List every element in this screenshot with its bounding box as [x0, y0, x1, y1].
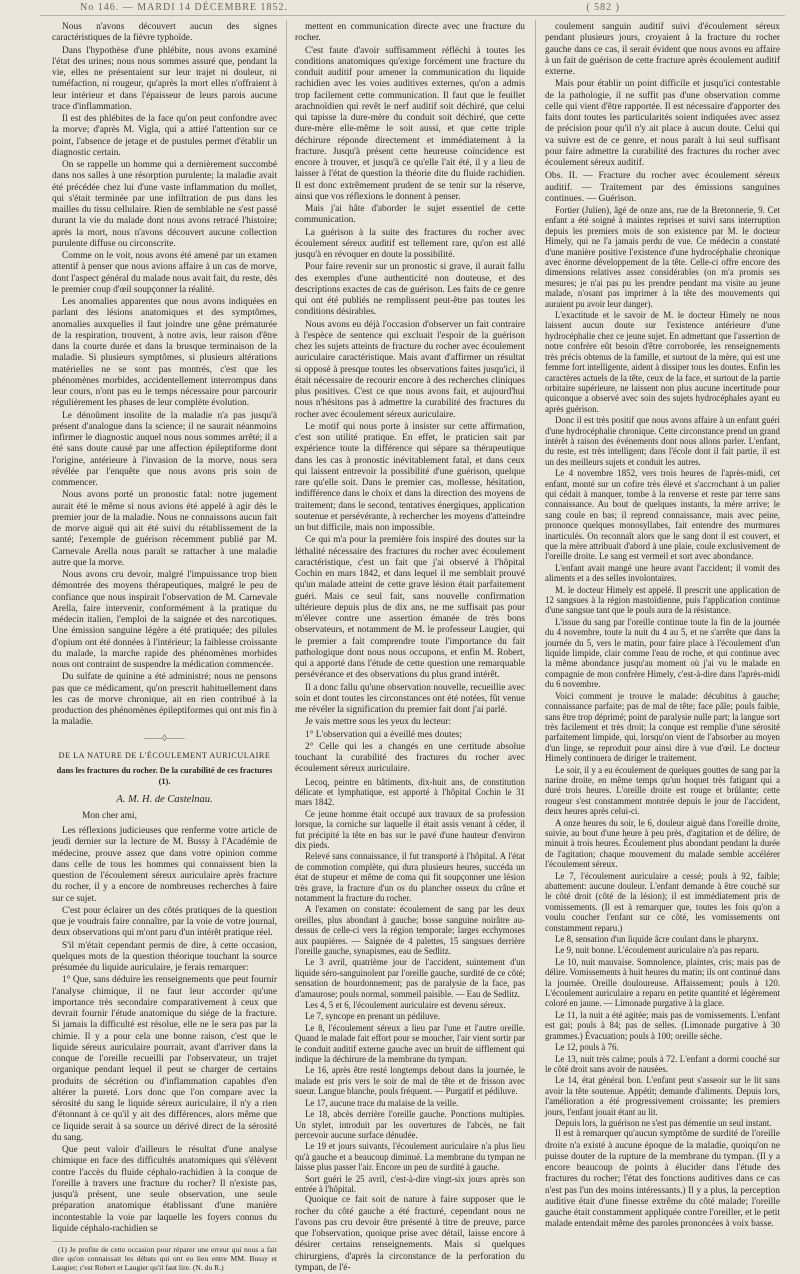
- paragraph: Pour faire revenir sur un pronostic si grave, il aurait fallu des exemples d'une authenticité non douteuse, et des descriptions exactes de cas de guérison. Les faits de ce genre qui ont été publiés ne remplissent peut-être pas toutes les conditions désirables.: [295, 262, 525, 318]
- paragraph: On se rappelle un homme qui a dernièrement succombé dans nos salles à une résorption purulente; la maladie avait été précédée chez lui d'une vaste inflammation du mollet, qui s'était terminée par une infiltration de pus dans les mailles du tissu cellulaire. Rien de semblable ne s'est passé durant la vie du malade dont nous avons retracé l'histoire; après la mort, nous n'avons découvert aucune collection purulente diffuse ou circonscrite.: [52, 160, 277, 249]
- paragraph: C'est faute d'avoir suffisamment réfléchi à toutes les conditions anatomiques qu'exige forcément une fracture du conduit auditif pour amener la communication du liquide rachidien avec les voies auditives externes, qu'on a admis trop facilement cette communication. Il faut que le feuillet arachnoïdien qui revêt le nerf auditif soit déchiré, que celui qui tapisse la dure-mère du conduit soit déchiré, que cette dure-mère elle-même le soit aussi, et que cette triple déchirure réponde directement et immédiatement à la fracture. Jusqu'à présent cette heureuse coïncidence est encore à trouver, et jusqu'à ce qu'elle l'ait été, il y a lieu de laisser à l'état de question la théorie dite du fluide rachidien. Il est donc extrêmement prudent de se tenir sur la réserve, ainsi que vos réflexions le donnent à penser.: [295, 45, 525, 202]
- paragraph: Dans l'hypothèse d'une phlébite, nous avons examiné l'état des urines; nous nous sommes assuré que, pendant la vie, elles ne présentaient sur leur trajet ni douleur, ni tuméfaction, ni rougeur, qu'après la mort elles n'offraient à leur intérieur et dans l'épaisseur de leurs parois aucune trace d'inflammation.: [52, 45, 277, 112]
- paragraph: Nous avons cru devoir, malgré l'impuissance trop bien démontrée des moyens thérapeutiques, malgré le peu de confiance que nous inspirait l'observation de M. Carnevale Arella, faire intervenir, conformément à la pratique du médecin italien, l'emploi de la saignée et des narcotiques. Une émission sanguine légère a été pratiquée; des pilules d'opium ont été données à l'intérieur; la faiblesse croissante du malade, la marche rapide des phénomènes morbides nous ont contraint de suspendre la médication commencée.: [52, 570, 277, 670]
- paragraph: Du sulfate de quinine a été administré; nous ne pensons pas que ce médicament, qu'on prescrit habituellement dans les cas de morve chronique, ait en rien contribué à la production des phénomènes épileptiformes qui ont mis fin à la maladie.: [52, 672, 277, 728]
- paragraph: 1° L'observation qui a éveillé mes doutes;: [305, 729, 462, 740]
- observation-line: L'exactitude et le savoir de M. le docteur Himely ne nous laissent aucun doute sur l'existence antérieure d'une hydrocéphalie chez ce jeune sujet. En admettant que l'assertion de notre confrère eût besoin d'être corroborée, les renseignements très précis obtenus de la famille, et surtout de la mère, qui est une femme fort intelligente, aident à dissiper tous les doutes. Enfin les caractères actuels de la tête, ceux de la face, et surtout de la partie orbitaire supérieure, ne laissent non plus aucune incertitude pour quiconque a observé avec soin des sujets hydrocéphales ayant eu après guérison.: [545, 310, 780, 414]
- paragraph: Les anomalies apparentes que nous avons indiquées en parlant des lésions anatomiques et des symptômes, anomalies auxquelles il faut joindre une gêne prématurée de la respiration, trouvent, à notre avis, leur raison d'être dans la courte durée et dans la brusque terminaison de la maladie. Si plusieurs symptômes, si plusieurs altérations matérielles ne se sont pas montrés, c'est que les phénomènes morbides, accidentellement interrompus dans leur cours, n'ont pas eu le temps nécessaire pour parcourir régulièrement les phases de leur complète évolution.: [52, 297, 277, 409]
- observation-2: [545, 205, 780, 1128]
- paragraph: Ce qui m'a pour la première fois inspiré des doutes sur la léthalité nécessaire des fractures du rocher avec écoulement caractéristique, c'est un fait que j'ai observé à l'hôpital Cochin en mars 1842, et dans lequel il me semblait prouvé qu'un malade atteint de cette grave lésion était parfaitement guéri. Mais ce seul fait, sans nouvelle confirmation ultérieure depuis plus de dix ans, ne me suffisait pas pour m'élever contre une assertion émanée de très bons observateurs, et notamment de M. le professeur Laugier, qui le premier a fait comprendre toute l'importance du fait pathologique dont nous nous occupons, et enfin M. Robert, qui a apporté dans l'étude de cette question une remarquable persévérance et des observations du plus grand intérêt.: [295, 535, 525, 681]
- observation-line: Le 19 et jours suivants, l'écoulement auriculaire n'a plus lieu qu'à gauche et a beaucoup diminué. La membrane du tympan ne laisse plus passer l'air. Encore un peu de surdité à gauche.: [295, 1141, 525, 1173]
- observation-line: Voici comment je trouve le malade: décubitus à gauche; connaissance parfaite; pas de mal de tête; face pâle; pouls faible, sans être trop déprimé; point de paralysie nulle part; la langue sort très facilement et très droit; la conque est remplie d'une sérosité parfaitement limpide, qui, lorsqu'on vient de l'absorber au moyen d'un linge, se reproduit pour ainsi dire à vue d'œil. Le docteur Himely continuera de diriger le traitement.: [545, 690, 780, 764]
- paragraph: 2° Celle qui les a changés en une certitude absolue touchant la curabilité des fractures du rocher avec écoulement séreux auriculaire.: [295, 741, 525, 775]
- paragraph: Les réflexions judicieuses que renferme votre article de jeudi dernier sur la lecture de M. Bussy à l'Académie de médecine, prouve assez que dans votre opinion comme dans celle de tous les hommes qui connaissent bien la question de l'écoulement séreux auriculaire après fracture du rocher, il y a encore de nombreuses recherches à faire sur ce sujet.: [52, 826, 277, 904]
- paragraph: Il est des phlébites de la face qu'on peut confondre avec la morve; d'après M. Vigla, qui a attiré l'attention sur ce point, l'absence de jetage et de pustules permet d'établir un diagnostic certain.: [52, 114, 277, 158]
- observation-line: Le 7, l'écoulement auriculaire a cessé; pouls à 92, faible; abattement: aucune douleur. L'enfant demande à être couché sur le côté droit (côté de la lésion); il est immédiatement pris de vomissements. (Il est à remarquer que, toutes les fois qu'on a voulu coucher l'enfant sur ce côté, les vomissements ont constamment reparu.): [545, 870, 780, 933]
- observation-line: Les 4, 5 et 6, l'écoulement auriculaire est devenu séreux.: [305, 1000, 506, 1011]
- column-1: [52, 22, 277, 1272]
- paragraph: Nous avons porté un pronostic fatal: notre jugement aurait été le même si nous avions été appelé à agir dès le premier jour de la maladie. Nous ne connaissons aucun fait de morve aiguë qui ait été suivi du rétablissement de la santé; l'exemple de guérison récemment publié par M. Carnevale Arella nous paraît se rattacher à une maladie autre que la morve.: [52, 490, 277, 568]
- letter-addressee: A. M. H. de Castelnau.: [116, 793, 213, 805]
- observation-line: Le 10, nuit mauvaise. Somnolence, plaintes, cris; mais pas de délire. Vomissements à huit heures du matin; ils ont continué dans la journée. Oreille douloureuse. Affaissement; pouls à 120. L'écoulement auriculaire a reparu en petite quantité et légèrement coloré en jaune. — Limonade purgative à la glace.: [545, 956, 780, 1009]
- paragraph: Il est à remarquer qu'aucun symptôme de surdité de l'oreille droite n'a existé à aucune époque de la maladie, quoiqu'on ne puisse douter de la rupture de la membrane du tympan. (Il y a encore beaucoup de points à élucider dans l'étude des fractures du rocher; l'état des fonctions auditives dans ce cas n'est pas l'un des moins intéressants.) Il y a plus, la perception auditive était d'une finesse extrême du côté malade; l'oreille gauche était constamment appliquée contre l'oreiller, et le petit malade entendait même des paroles prononcées à voix basse.: [545, 1129, 780, 1230]
- paragraph: Que peut valoir d'ailleurs le résultat d'une analyse chimique en face des difficultés anatomiques qui s'élèvent contre l'accès du fluide céphalo-rachidien à la conque de l'oreille à travers une fracture du rocher? Il n'existe pas, jusqu'à présent, une seule observation, une seule préparation anatomique établissant d'une manière incontestable la voie par laquelle les foyers connus du liquide céphalo-rachidien se: [52, 1145, 277, 1234]
- paragraph: Nous n'avons découvert aucun des signes caractéristiques de la fièvre typhoïde.: [52, 22, 277, 44]
- column-divider: [286, 20, 287, 1160]
- observation-line: Le 12, pouls à 76.: [555, 1042, 619, 1053]
- observation-line: M. le docteur Himely est appelé. Il prescrit une application de 12 sangsues à la région mastoïdienne, puis l'application continue d'une sangsue tant que le pouls aura de la résistance.: [545, 584, 780, 616]
- observation-line: Sort guéri le 25 avril, c'est-à-dire vingt-six jours après son entrée à l'hôpital.: [295, 1173, 525, 1194]
- issue-line: No 146. — MARDI 14 DÉCEMBRE 1852.: [80, 2, 289, 13]
- paragraph: Mais pour établir un point difficile et jusqu'ici contestable de la pathologie, il ne suffit pas d'une observation comme celle qui vient d'être rapportée. Il est nécessaire d'apporter des faits dont toutes les particularités soient indiquées avec assez de précision pour qu'il n'y ait place à aucun doute. Celui qui va suivre est de ce genre, et nous paraît à lui seul suffisant pour faire admettre la curabilité des fractures du rocher avec écoulement séreux auditif.: [545, 79, 780, 168]
- paragraph: Je vais mettre sous les yeux du lecteur:: [305, 717, 452, 728]
- observation-line: A l'examen on constate: écoulement de sang par les deux oreilles, plus abondant à gauche; bosse sanguine noirâtre au-dessus de celle-ci vers la région temporale; larges ecchymoses aux paupières. — Saignée de 4 palettes, 15 sangsues derrière l'oreille gauche, synapismes, eau de Sedlitz.: [295, 904, 525, 956]
- observation-line: Ce jeune homme était occupé aux travaux de sa profession lorsque, la corniche sur laquelle il était assis venant à céder, il fut précipité la tête en bas sur le pavé d'une hauteur d'environ dix pieds.: [295, 808, 525, 850]
- observation-title: Obs. II. — Fracture du rocher avec écoulement séreux auditif. — Traitement par des émissions sanguines continues. — Guérison.: [545, 170, 780, 204]
- observation-line: Le 17, aucune trace du malaise de la veille.: [305, 1097, 459, 1108]
- observation-line: Le 14, état général bon. L'enfant peut s'asseoir sur le lit sans avoir la tête soutenue. Appétit; demande d'aliments. Depuis lors, l'amélioration a été progressivement croissante; les premiers jours, l'enfant jouait étant au lit.: [545, 1075, 780, 1117]
- observation-line: Le 16, après être resté longtemps debout dans la journée, le malade est pris vers le soir de mal de tête et de frisson avec sueur. Langue blanche, pouls fréquent. — Purgatif et pédiluve.: [295, 1065, 525, 1097]
- observation-line: L'issue du sang par l'oreille continue toute la fin de la journée du 4 novembre, toute la nuit du 4 au 5, et ne s'arrête que dans la journée du 5, vers le matin, pour faire place à l'écoulement d'un liquide limpide, clair comme l'eau de roche, et qui continue avec la même abondance jusqu'au moment où j'ai vu le malade en compagnie de mon confrère Himely, c'est-à-dire dans l'après-midi du 6 novembre.: [545, 616, 780, 690]
- paragraph: Le dénoûment insolite de la maladie n'a pas jusqu'à présent d'analogue dans la science; il ne saurait néanmoins infirmer le diagnostic auquel nous nous sommes arrêté; il a été sans doute causé par une affection épileptiforme dont l'origine, antérieure à l'invasion de la morve, nous sera révélée par l'enquête que nous avons pris soin de commencer.: [52, 410, 277, 488]
- column-divider: [535, 20, 536, 1160]
- paragraph: Nous avons eu déjà l'occasion d'observer un fait contraire à l'espèce de sentence qui excluait l'espoir de la guérison chez les sujets atteints de fracture du rocher avec écoulement auriculaire caractéristique. Mais avant d'affirmer un résultat si opposé à presque toutes les observations faites jusqu'ici, il était nécessaire de recourir encore à des recherches cliniques plus positives. C'est ce que nous avons fait, et aujourd'hui nous n'hésitons pas à admettre la curabilité des fractures du rocher avec écoulement séreux auriculaire.: [295, 319, 525, 420]
- column-2: [295, 22, 525, 1273]
- footnote: [52, 1241, 277, 1272]
- observation-1: [295, 777, 525, 1195]
- paragraph: Comme on le voit, nous avons été amené par un examen attentif à penser que nous avions affaire à un cas de morve, dont l'aspect général du malade nous avait fait, du reste, dès le premier coup d'œil soupçonner la réalité.: [52, 251, 277, 295]
- footnote-text: (1) Je profite de cette occasion pour réparer une erreur qui nous a fait dire qu'on connaissait les débats qui ont eu lieu entre MM. Bussy et Laugier; c'est Robert et Laugier qu'il faut lire. (N. du R.): [52, 1245, 277, 1272]
- header-rule: [40, 15, 785, 16]
- observation-line: Le 4 novembre 1852, vers trois heures de l'après-midi, cet enfant, monté sur un cofire très élevé et s'accrochant à un palier qui cédait à manquer, tombe à la renverse et reste par terre sans connaissance. Au bout de quelques instants, la mère arrive; le sang coule en bas; il reprend connaissance, mais avec peine, prononce quelques monosyllabes, fait entendre des murmures inarticulés. On reconnaît alors que le sang dont il est couvert, et que la mère attribuait d'abord à une plaie, coule exclusivement de l'oreille droite. Le sang est vermeil et sort avec abondance.: [545, 468, 780, 562]
- observation-line: L'enfant avait mangé une heure avant l'accident; il vomit des aliments et a des selles involontaires.: [545, 562, 780, 584]
- column-3: [545, 22, 780, 1230]
- paragraph: C'est pour éclairer un des côtés pratiques de la question que je voudrais faire connaître, par la voie de votre journal, deux observations qui m'ont paru d'un intérêt pratique réel.: [52, 905, 277, 939]
- observation-line: Le 13, nuit très calme; pouls à 72. L'enfant a dormi couché sur le côté droit sans avoir de nausées.: [545, 1053, 780, 1074]
- observation-line: Depuis lors, la guérison ne s'est pas démentie un seul instant.: [555, 1117, 772, 1128]
- paragraph: 1° Que, sans déduire les renseignements que peut fournir l'analyse chimique, il ne faut leur accorder qu'une importance très secondaire comparativement à ceux que devrait fournir l'étude anatomique du siége de la fracture. Si jamais la difficulté est résolue, elle ne le sera pas par la chimie. Il y a pour cela une bonne raison, c'est que le liquide séreux auriculaire pourrait, avant d'arriver dans la conque de l'oreille recueilli par l'observateur, un trajet organique pendant lequel il peut se charger de certains produits de sécrétion ou d'inflammation capables d'en altérer la pureté. Lors donc que l'on compare avec la sérosité du sang le liquide séreux auriculaire, il n'y a rien d'étonnant à ce qu'il y ait des différences, alors même que ce liquide serait à sa source un dérivé direct de la sérosité du sang.: [52, 975, 277, 1143]
- observation-line: Le 8, sensation d'un liquide âcre coulant dans le pharynx.: [555, 934, 759, 945]
- observation-line: Le 18, abcès derrière l'oreille gauche. Ponctions multiples. Un stylet, introduit par les ouvertures de l'abcès, ne fait percevoir aucune surface dénudée.: [295, 1109, 525, 1140]
- section-subtitle: dans les fractures du rocher. De la curabilité de ces fractures (1).: [56, 766, 273, 787]
- paragraph: Quoique ce fait soit de nature à faire supposer que le rocher du côté gauche a été fracturé, cependant nous ne l'avons pas cru devoir être présenté à titre de preuve, parce que l'observation, quoique prise avec détail, laisse encore à désirer certains renseignements. Mais si quelques chirurgiens, d'après la circonstance de la perforation du tympan, de l'é-: [295, 1195, 525, 1273]
- paragraph: Le motif qui nous porte à insister sur cette affirmation, c'est son utilité pratique. En effet, le praticien sait par expérience toute la différence qui sépare sa thérapeutique dans les cas à pronostic inévitablement fatal, et dans ceux qui laissent entrevoir la possibilité d'une guérison, quelque rare qu'elle soit. Dans le premier cas, mollesse, hésitation, indifférence dans le choix et dans la direction des moyens de traitement; dans le second, tentatives énergiques, application soutenue et persévérante, à rechercher les moyens d'atteindre un but difficile, mais non impossible.: [295, 421, 525, 533]
- observation-line: Le 11, la nuit a été agitée; mais pas de vomissements. L'enfant est gai; pouls à 84; pas de selles. (Limonade purgative à 30 grammes.) Évacuation; pouls à 100; oreille sèche.: [545, 1009, 780, 1041]
- paragraph: S'il m'était cependant permis de dire, à cette occasion, quelques mots de la question théorique touchant la source présumée du liquide auriculaire, je ferais remarquer:: [52, 940, 277, 973]
- paragraph: La guérison à la suite des fractures du rocher avec écoulement séreux auditif est tellement rare, qu'on est allé jusqu'à en révoquer en doute la possibilité.: [295, 227, 525, 260]
- paragraph: Mais j'ai hâte d'aborder le sujet essentiel de cette communication.: [295, 204, 525, 226]
- observation-line: Fortier (Julien), âgé de onze ans, rue de la Bretonnerie, 9. Cet enfant a été soigné à maintes reprises et suivi sans interruption depuis les premiers mois de son existence par M. le docteur Himely, qui ne l'a jamais perdu de vue. Ce médecin a constaté d'une manière positive l'existence d'une hydrocéphalie chronique avec énorme développement de la tête. Celle-ci offre encore des dimensions relatives assez considérables (on m'a promis ses mesures; je n'ai pas pu les prendre pendant ma visite au jeune malade, n'osant pas imprimer à la tête des mouvements qui auraient pu avoir leur danger).: [545, 205, 780, 309]
- observation-line: Le 7, syncope en prenant un pédiluve.: [305, 1011, 441, 1022]
- paragraph: Il a donc fallu qu'une observation nouvelle, recueillie avec soin et dont toutes les circonstances ont été notées, fût venue me révéler la signification du premier fait dont j'ai parlé.: [295, 682, 525, 715]
- observation-line: Relevé sans connaissance, il fut transporté à l'hôpital. A l'état de commotion complète, qui dura plusieurs heures, succéda un état de stupeur et même de coma qui fit soupçonner une lésion très grave, la fracture d'un os du plancher osseux du crâne et notamment la fracture du rocher.: [295, 851, 525, 903]
- observation-line: A onze heures du soir, le 6, douleur aiguë dans l'oreille droite, suivie, au bout d'une heure à peu près, d'agitation et de délire, de minuit à trois heures. Écoulement plus abondant pendant la durée de l'agitation; chaque mouvement du malade semble accélérer l'écoulement séreux.: [545, 817, 780, 870]
- paragraph: mettent en communication directe avec une fracture du rocher.: [295, 22, 525, 44]
- observation-line: Le 9, nuit bonne. L'écoulement auriculaire n'a pas reparu.: [555, 945, 760, 956]
- paragraph: coulement sanguin auditif suivi d'écoulement séreux pendant plusieurs jours, croyaient à la fracture du rocher gauche dans ce cas, il serait évident que nous avons eu affaire à un fait de guérison de cette fracture après écoulement auditif externe.: [545, 22, 780, 77]
- ornament-divider: ——◊——: [144, 732, 185, 743]
- observation-line: Lecoq, peintre en bâtiments, dix-huit ans, de constitution délicate et lymphatique, est apporté à l'hôpital Cochin le 31 mars 1842.: [295, 776, 525, 808]
- section-title: DE LA NATURE DE L'ÉCOULEMENT AURICULAIRE: [58, 750, 271, 760]
- observation-line: Le 3 avril, quatrième jour de l'accident, suintement d'un liquide séro-sanguinolent par l'oreille gauche, surdité de ce côté; sensation de bourdonnement; pas de paralysie de la face, pas d'amaurose; pouls normal, sommeil paisible. — Eau de Sedlitz.: [295, 957, 525, 999]
- letter-greeting: Mon cher ami,: [82, 810, 137, 821]
- page-number: ( 582 ): [586, 2, 620, 13]
- observation-line: Donc il est très positif que nous avons affaire à un enfant guéri d'une hydrocéphalie chronique. Cette circonstance prend un grand intérêt à raison des événements dont nous allons parler. L'enfant, du reste, est très intelligent; dans l'école dont il fait partie, il est un des meilleurs sujets et conduit les autres.: [545, 415, 780, 467]
- observation-line: Le 8, l'écoulement séreux a lieu par l'une et l'autre oreille. Quand le malade fait effort pour se moucher, l'air vient sortir par le conduit auditif externe gauche avec un bruit de sifflement qui indique la déchirure de la membrane du tympan.: [295, 1022, 525, 1065]
- page-header: [40, 0, 780, 16]
- observation-line: Le soir, il y a eu écoulement de quelques gouttes de sang par la narine droite, en même temps qu'un hoquet très fatigant qui a duré trois heures. L'oreille droite est rouge et brûlante; cette rougeur s'est constamment montrée depuis le jour de l'accident, deux heures après celui-ci.: [545, 764, 780, 817]
